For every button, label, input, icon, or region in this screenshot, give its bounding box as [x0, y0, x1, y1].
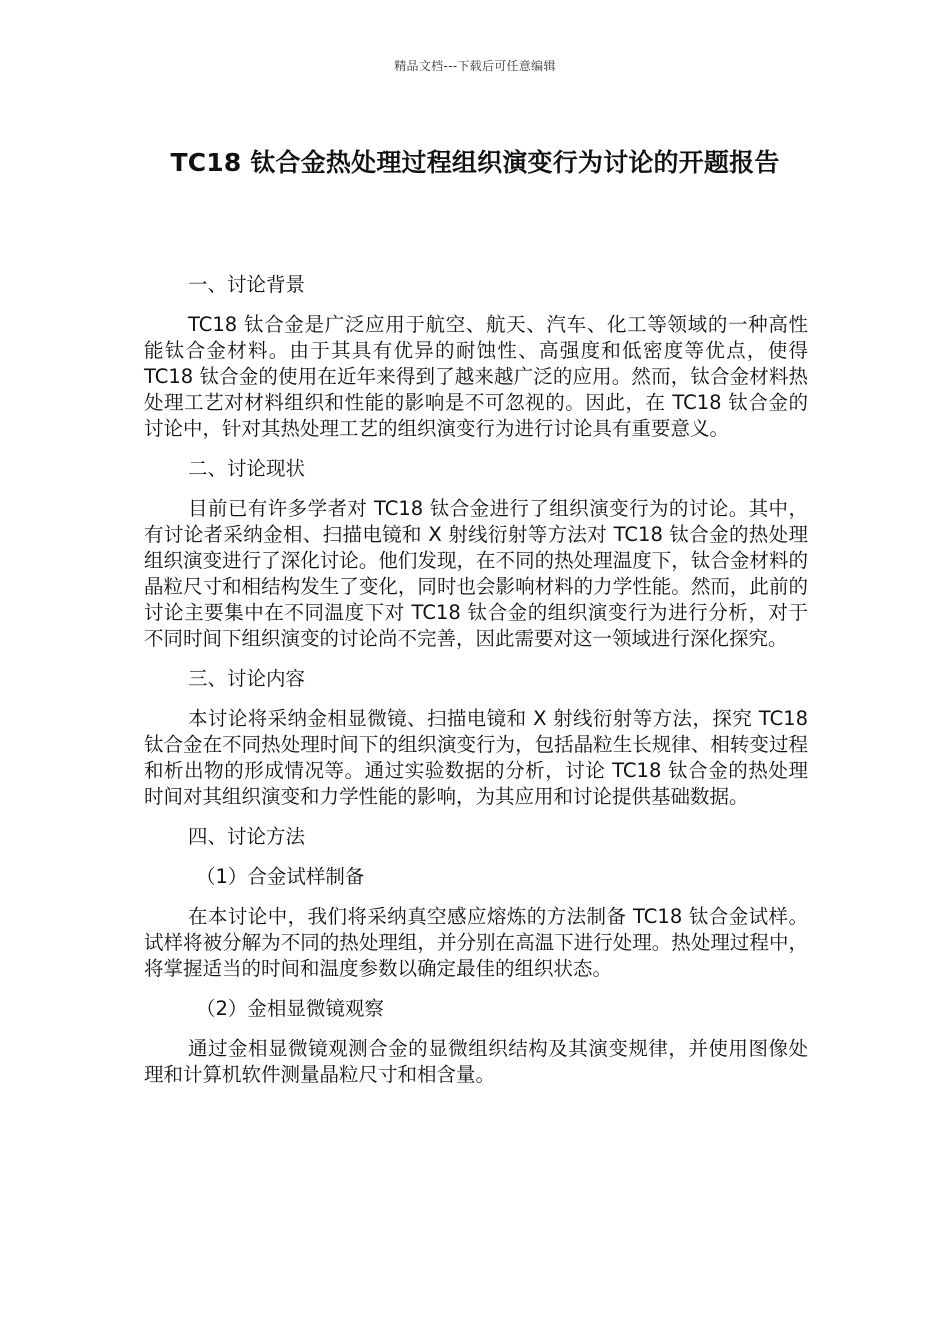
document-body: [144, 272, 808, 1102]
section-heading-content: 三、讨论内容: [188, 667, 306, 690]
section-heading-background: 一、讨论背景: [188, 273, 306, 296]
page-header-watermark: 精品文档---下载后可任意编辑: [394, 59, 556, 73]
paragraph-sample-prep: 在本讨论中，我们将采纳真空感应熔炼的方法制备 TC18 钛合金试样。试样将被分解为不同的热处理组，并分别在高温下进行处理。热处理过程中，将掌握适当的时间和温度参数以确定最佳的组织状态。: [144, 905, 808, 980]
document-title: TC18 钛合金热处理过程组织演变行为讨论的开题报告: [170, 148, 780, 177]
paragraph-content: 本讨论将采纳金相显微镜、扫描电镜和 X 射线衍射等方法，探究 TC18 钛合金在不同热处理时间下的组织演变行为，包括晶粒生长规律、相转变过程和析出物的形成情况等。通过实验数据的分析，讨论 TC18 钛合金的热处理时间对其组织演变和力学性能的影响，为其应用和讨论提供基础数据。: [144, 707, 808, 808]
section-heading-status: 二、讨论现状: [188, 457, 306, 480]
paragraph-background: TC18 钛合金是广泛应用于航空、航天、汽车、化工等领域的一种高性能钛合金材料。由于其具有优异的耐蚀性、高强度和低密度等优点，使得 TC18 钛合金的使用在近年来得到了越来越广泛的应用。然而，钛合金材料热处理工艺对材料组织和性能的影响是不可忽视的。因此，在 TC18 钛合金的讨论中，针对其热处理工艺的组织演变行为进行讨论具有重要意义。: [144, 313, 808, 440]
section-heading-method: 四、讨论方法: [188, 825, 306, 848]
paragraph-status: 目前已有许多学者对 TC18 钛合金进行了组织演变行为的讨论。其中，有讨论者采纳金相、扫描电镜和 X 射线衍射等方法对 TC18 钛合金的热处理组织演变进行了深化讨论。他们发现，在不同的热处理温度下，钛合金材料的晶粒尺寸和相结构发生了变化，同时也会影响材料的力学性能。然而，此前的讨论主要集中在不同温度下对 TC18 钛合金的组织演变行为进行分析，对于不同时间下组织演变的讨论尚不完善，因此需要对这一领域进行深化探究。: [144, 497, 808, 650]
subheading-sample-prep: （1）合金试样制备: [196, 865, 365, 888]
subheading-microscopy: （2）金相显微镜观察: [196, 997, 384, 1020]
paragraph-microscopy: 通过金相显微镜观测合金的显微组织结构及其演变规律，并使用图像处理和计算机软件测量晶粒尺寸和相含量。: [144, 1037, 808, 1086]
